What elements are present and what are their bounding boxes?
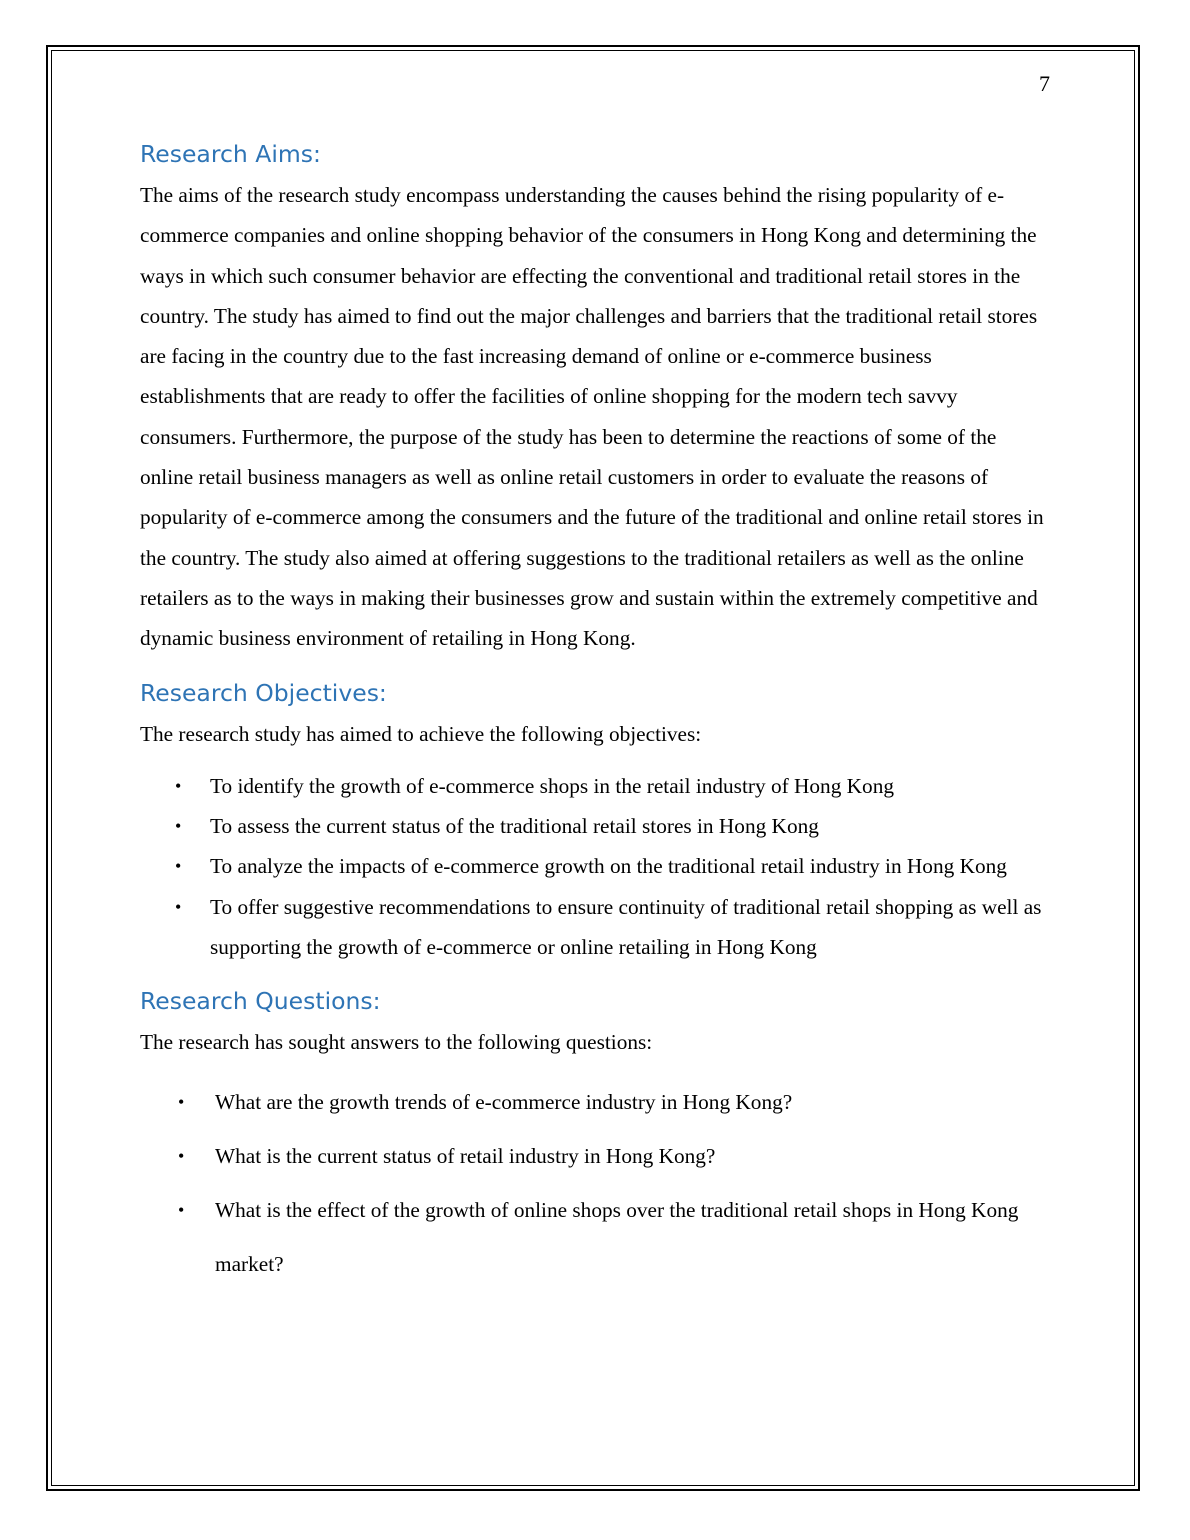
list-item [140,846,1052,886]
list-item [140,806,1052,846]
list-item [140,1075,1052,1129]
research-questions-intro: The research has sought answers to the following questions: [140,1030,653,1055]
objectives-list [140,766,1052,967]
research-objectives-heading: Research Objectives: [140,678,387,707]
bullet-icon: • [178,1199,185,1220]
bullet-icon: • [175,896,182,917]
research-objectives-intro: The research study has aimed to achieve the following objectives: [140,721,702,746]
list-item-text: What are the growth trends of e-commerce industry in Hong Kong? [215,1089,793,1114]
bullet-icon: • [175,775,182,796]
list-item-text: To analyze the impacts of e-commerce growth on the traditional retail industry in Hong Kong [210,854,1007,879]
list-item-text: What is the current status of retail industry in Hong Kong? [215,1143,716,1168]
list-item-text: What is the effect of the growth of online shops over the traditional retail shops in Hong Kong market? [215,1197,1019,1276]
list-item [140,1129,1052,1183]
list-item-text: To offer suggestive recommendations to ensure continuity of traditional retail shopping as well as supporting the growth of e-commerce or online retailing in Hong Kong [210,894,1042,960]
list-item-text: To identify the growth of e-commerce shops in the retail industry of Hong Kong [210,773,894,798]
bullet-icon: • [178,1145,185,1166]
bullet-icon: • [175,856,182,877]
bullet-icon: • [178,1091,185,1112]
list-item [140,1183,1052,1291]
list-item [140,887,1052,968]
document-body [140,138,1052,1291]
research-aims-heading: Research Aims: [140,140,321,168]
research-aims-paragraph: The aims of the research study encompass understanding the causes behind the rising popularity of e-commerce companies and online shopping behavior of the consumers in Hong Kong and determining the ways in which such consumer behavior are effecting the conventional and traditional retail stores in the country. The study has aimed to find out the major challenges and barriers that the traditional retail stores are facing in the country due to the fast increasing demand of online or e-commerce business establishments that are ready to offer the facilities of online shopping for the modern tech savvy consumers. Furthermore, the purpose of the study has been to determine the reactions of some of the online retail business managers as well as online retail customers in order to evaluate the reasons of popularity of e-commerce among the consumers and the future of the traditional and online retail stores in the country. The study also aimed at offering suggestions to the traditional retailers as well as the online retailers as to the ways in making their businesses grow and sustain within the extremely competitive and dynamic business environment of retailing in Hong Kong. [140,183,1044,651]
page-number: 7 [1039,71,1050,96]
list-item [140,766,1052,806]
questions-list [140,1075,1052,1291]
bullet-icon: • [175,816,182,837]
research-questions-heading: Research Questions: [140,987,381,1016]
list-item-text: To assess the current status of the traditional retail stores in Hong Kong [210,814,819,839]
